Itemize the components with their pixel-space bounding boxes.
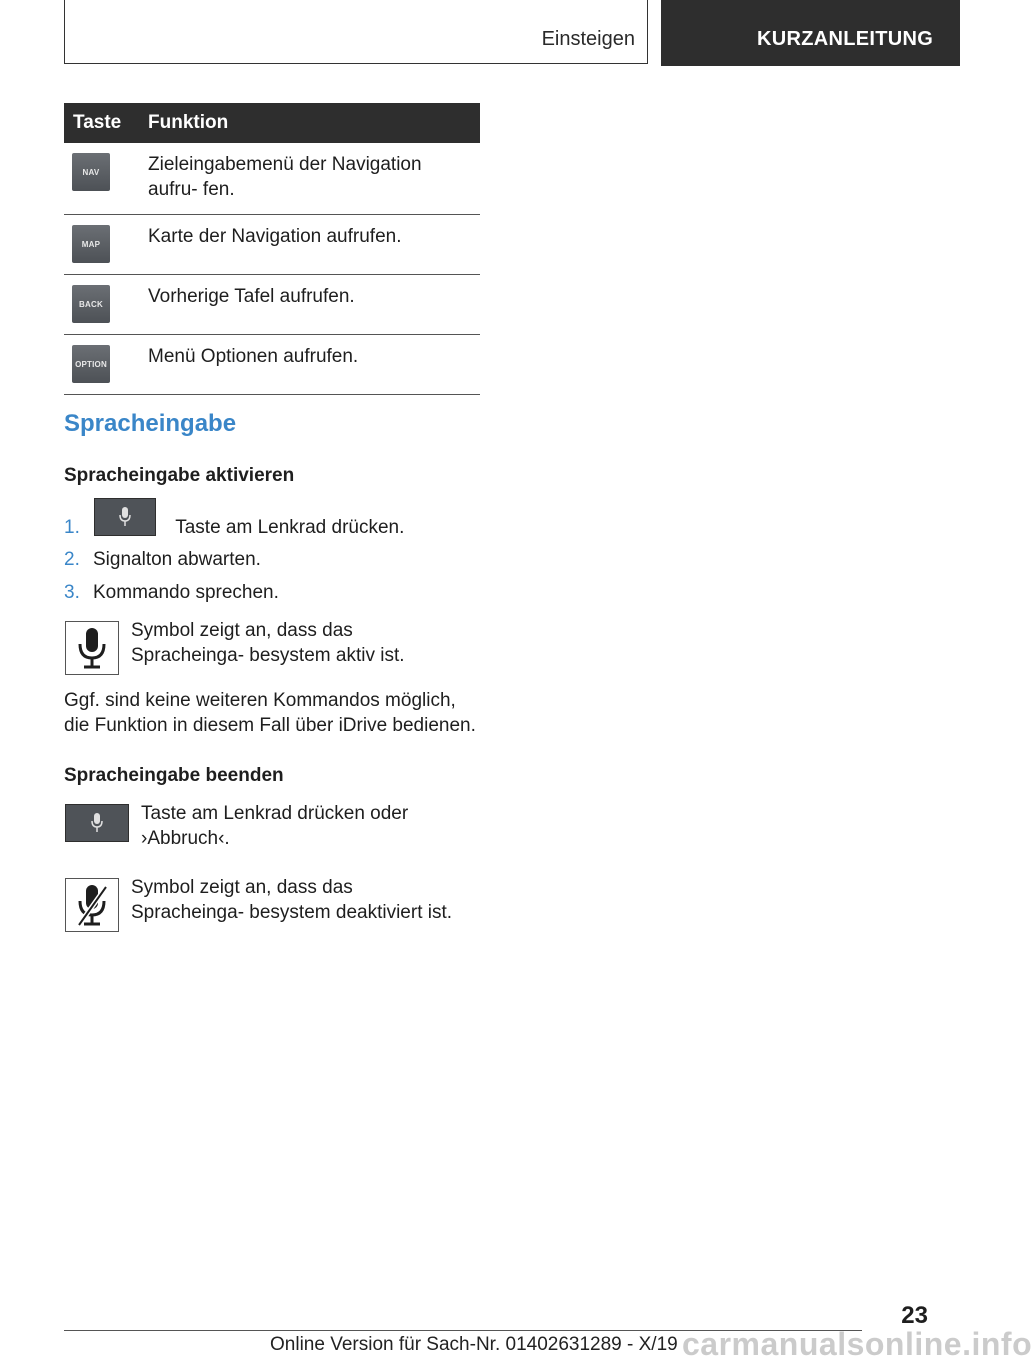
list-item xyxy=(64,582,279,604)
table-header-function: Funktion xyxy=(140,103,480,143)
microphone-key-end-icon xyxy=(65,804,129,842)
end-text: Taste am Lenkrad drücken oder ›Abbruch‹. xyxy=(141,803,409,849)
table-cell-function: Vorherige Tafel aufrufen. xyxy=(140,275,480,335)
option-key-icon: OPTION xyxy=(72,345,110,383)
key-function-table xyxy=(64,103,480,395)
end-heading: Spracheingabe beenden xyxy=(64,765,284,786)
step-text: Signalton abwarten. xyxy=(93,549,261,570)
table-row xyxy=(64,143,480,215)
table-header-row xyxy=(64,103,480,143)
header-chapter-box xyxy=(661,0,960,66)
table-cell-function: Zieleingabemenü der Navigation aufru‐ fen. xyxy=(140,143,480,215)
watermark: carmanualsonline.info xyxy=(682,1326,1032,1362)
section-title: Spracheingabe xyxy=(64,410,237,437)
map-key-icon: MAP xyxy=(72,225,110,263)
list-item xyxy=(64,549,261,571)
active-symbol-text: Symbol zeigt an, dass das Spracheinga‐ besystem aktiv ist. xyxy=(131,620,405,666)
page-number: 23 xyxy=(901,1302,928,1329)
footer-online-version: Online Version für Sach-Nr. 01402631289 - X/19 xyxy=(270,1334,678,1355)
step-number: 3. xyxy=(64,582,80,603)
header-left-box xyxy=(64,0,648,64)
step-text: Taste am Lenkrad drücken. xyxy=(175,517,405,538)
microphone-key-icon xyxy=(94,498,156,536)
step-text: Kommando sprechen. xyxy=(93,582,279,603)
step-number: 1. xyxy=(64,517,80,538)
voice-inactive-symbol-icon xyxy=(65,878,119,932)
header-section-title: Einsteigen xyxy=(541,28,635,50)
table-cell-function: Menü Optionen aufrufen. xyxy=(140,335,480,395)
table-row xyxy=(64,215,480,275)
table-header-key: Taste xyxy=(64,103,140,143)
nav-key-icon: NAV xyxy=(72,153,110,191)
activate-heading: Spracheingabe aktivieren xyxy=(64,465,295,486)
header-chapter-title: KURZANLEITUNG xyxy=(757,28,934,50)
note-paragraph: Ggf. sind keine weiteren Kommandos möglich, die Funktion in diesem Fall über iDrive bedienen. xyxy=(64,690,476,736)
back-key-icon: BACK xyxy=(72,285,110,323)
voice-active-symbol-icon xyxy=(65,621,119,675)
step-number: 2. xyxy=(64,549,80,570)
table-row xyxy=(64,275,480,335)
inactive-symbol-text: Symbol zeigt an, dass das Spracheinga‐ besystem deaktiviert ist. xyxy=(131,877,453,923)
table-cell-function: Karte der Navigation aufrufen. xyxy=(140,215,480,275)
table-row xyxy=(64,335,480,395)
